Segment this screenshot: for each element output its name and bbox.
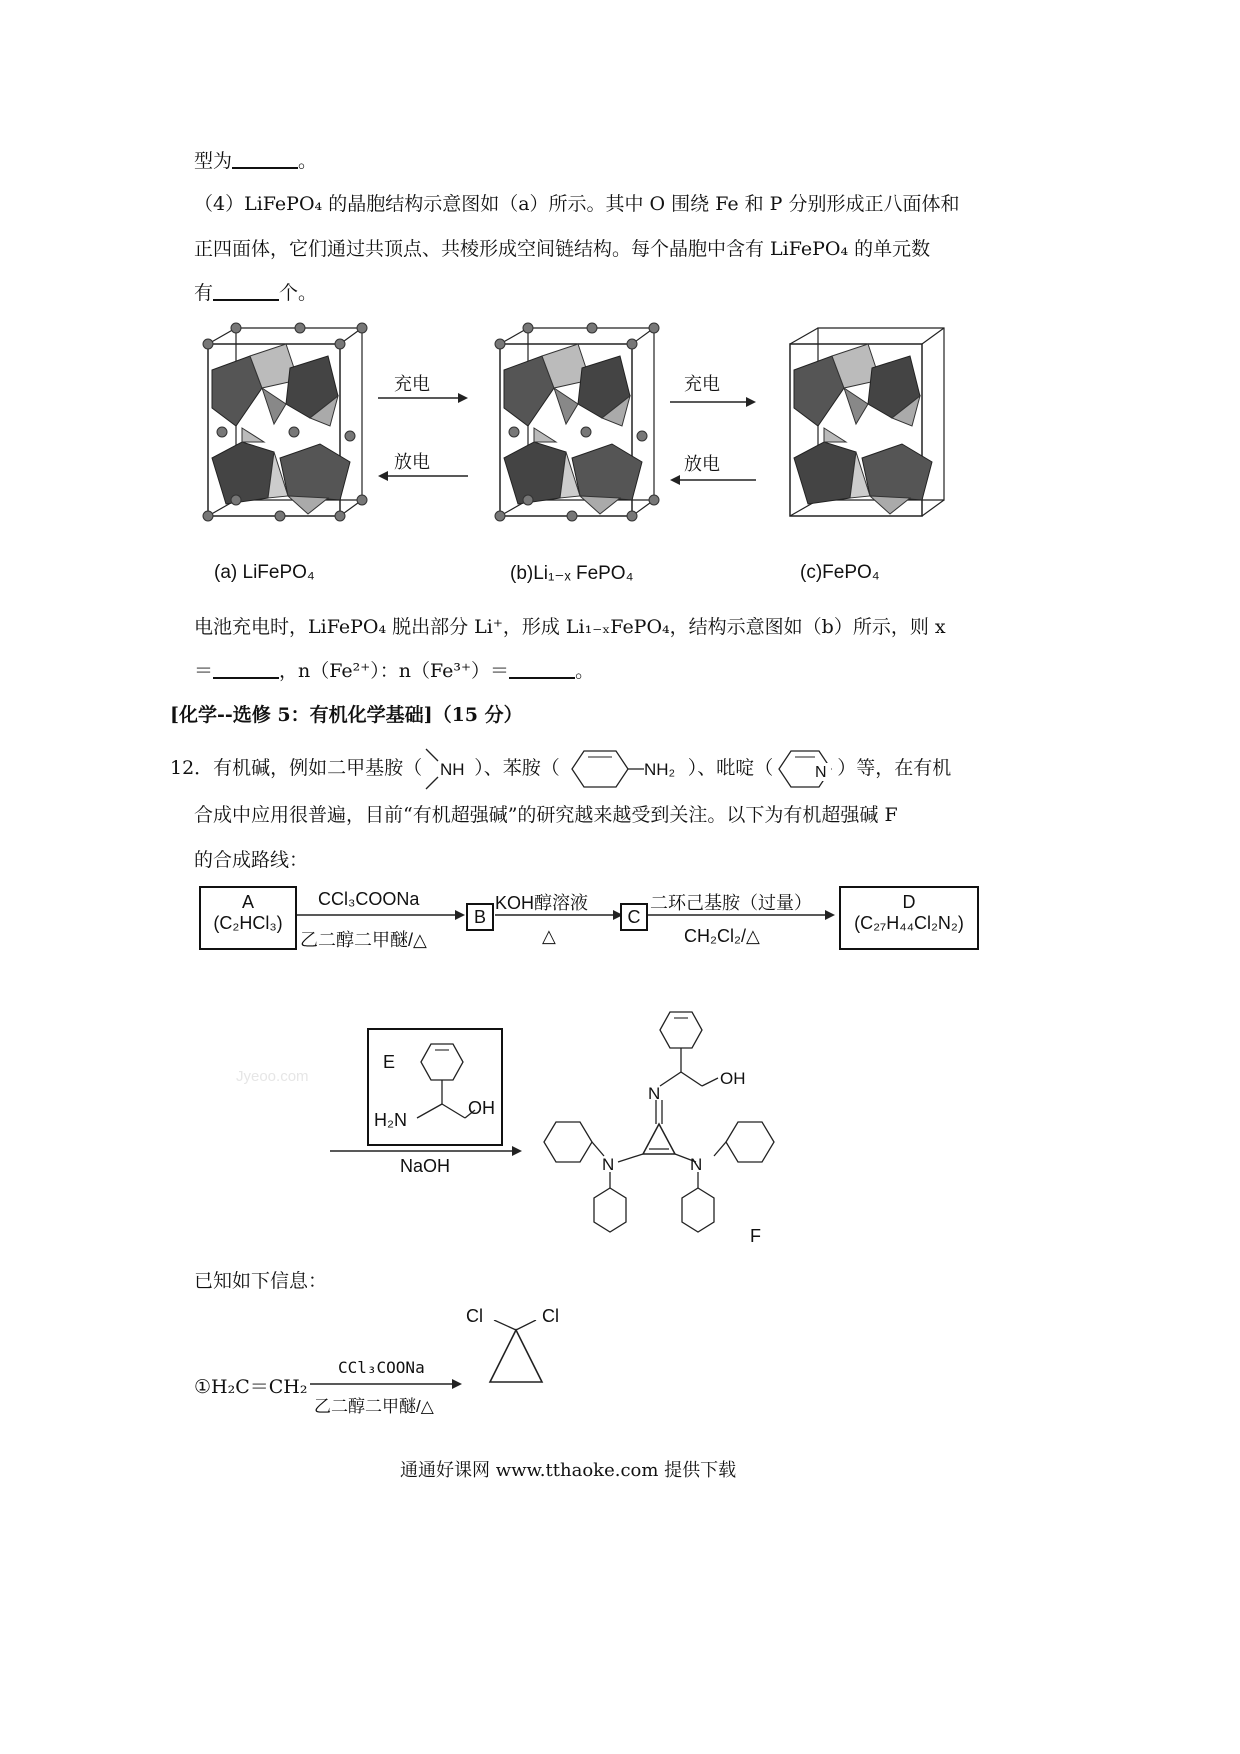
E-label: E xyxy=(383,1052,396,1072)
compound-C-box: C xyxy=(620,903,648,931)
answer-blank-ratio[interactable] xyxy=(509,661,575,679)
rxn1-condition: 乙二醇二甲醚/△ xyxy=(314,1397,434,1416)
rxn1-cl-left: Cl xyxy=(466,1306,483,1326)
step2-reagent: KOH醇溶液 xyxy=(495,893,589,913)
part4-line3: 有 个。 xyxy=(194,282,318,304)
arrow-label-charge: 充电 xyxy=(394,374,430,394)
rxn1-cl-right: Cl xyxy=(542,1306,559,1326)
answer-blank[interactable] xyxy=(232,151,298,169)
charge-line1: 电池充电时，LiFePO₄ 脱出部分 Li⁺，形成 Li₁₋ₓFePO₄，结构示意图如（b）所示，则 x xyxy=(194,616,946,638)
watermark: Jyeoo.com xyxy=(236,1068,309,1085)
arrow-label-discharge: 放电 xyxy=(394,452,430,472)
cell-a xyxy=(203,323,367,521)
aniline-structure xyxy=(560,747,688,791)
caption-b: (b)Li₁₋ₓ FePO₄ xyxy=(510,563,634,584)
cell-c xyxy=(790,328,944,516)
E-hydroxyl: OH xyxy=(468,1098,495,1118)
answer-blank-x[interactable] xyxy=(213,661,279,679)
section-heading: [化学--选修 5：有机化学基础]（15 分） xyxy=(170,704,523,726)
E-amine: H₂N xyxy=(374,1110,407,1130)
svg-text:OH: OH xyxy=(720,1069,746,1088)
svg-text:N: N xyxy=(815,764,827,781)
charge-line2: ＝ ，n（Fe²⁺）：n（Fe³⁺）＝ 。 xyxy=(194,660,595,682)
compound-A-box: A (C₂HCl₃) xyxy=(199,886,297,950)
rxn1-arrow xyxy=(308,1378,468,1390)
step3-reagent: 二环己基胺（过量） xyxy=(650,893,812,913)
q12-intro-line2: 合成中应用很普遍，目前“有机超强碱”的研究越来越受到关注。以下为有机超强碱 F xyxy=(194,804,898,826)
dimethylamine-structure xyxy=(422,747,474,791)
rxn1-product xyxy=(480,1320,560,1390)
step1-condition: 乙二醇二甲醚/△ xyxy=(300,930,427,950)
answer-line-type: 型为 。 xyxy=(194,150,318,172)
caption-c: (c)FePO₄ xyxy=(800,562,880,583)
compound-F-structure xyxy=(530,1000,780,1245)
arrow-label-charge-2: 充电 xyxy=(684,374,720,394)
q12-intro-line1: 12．有机碱，例如二甲基胺（ NH ）、苯胺（ NH₂ ）、吡啶（ N ）等，在有机 xyxy=(170,747,950,791)
svg-text:NH: NH xyxy=(440,760,465,779)
rxn1-reactant: ①H₂C＝CH₂ xyxy=(194,1376,308,1398)
answer-blank[interactable] xyxy=(213,283,279,301)
part4-line2: 正四面体，它们通过共顶点、共棱形成空间链结构。每个晶胞中含有 LiFePO₄ 的单元数 xyxy=(194,238,931,260)
cell-b xyxy=(495,323,659,521)
step2-condition: △ xyxy=(542,926,556,946)
crystal-cell-figure xyxy=(190,318,960,553)
caption-a: (a) LiFePO₄ xyxy=(214,562,315,583)
step4-condition: NaOH xyxy=(400,1156,451,1176)
F-label: F xyxy=(750,1226,761,1246)
rxn1-reagent: CCl₃COONa xyxy=(338,1358,425,1377)
svg-text:N: N xyxy=(602,1155,615,1174)
svg-text:N: N xyxy=(690,1155,703,1174)
page-footer: 通通好课网 www.tthaoke.com 提供下载 xyxy=(400,1460,737,1481)
compound-D-box: D (C₂₇H₄₄Cl₂N₂) xyxy=(839,886,979,950)
known-info: 已知如下信息： xyxy=(194,1270,328,1292)
svg-text:N: N xyxy=(648,1084,661,1103)
pyridine-structure xyxy=(773,747,837,791)
compound-B-box: B xyxy=(466,903,494,931)
q12-intro-line3: 的合成路线： xyxy=(194,849,309,871)
arrow-label-discharge-2: 放电 xyxy=(684,454,720,474)
svg-text:NH₂: NH₂ xyxy=(643,760,675,779)
step1-reagent: CCl₃COONa xyxy=(318,889,420,909)
step3-condition: CH₂Cl₂/△ xyxy=(684,926,760,946)
part4-line1: （4）LiFePO₄ 的晶胞结构示意图如（a）所示。其中 O 围绕 Fe 和 P 分别形成正八面体和 xyxy=(194,193,960,215)
